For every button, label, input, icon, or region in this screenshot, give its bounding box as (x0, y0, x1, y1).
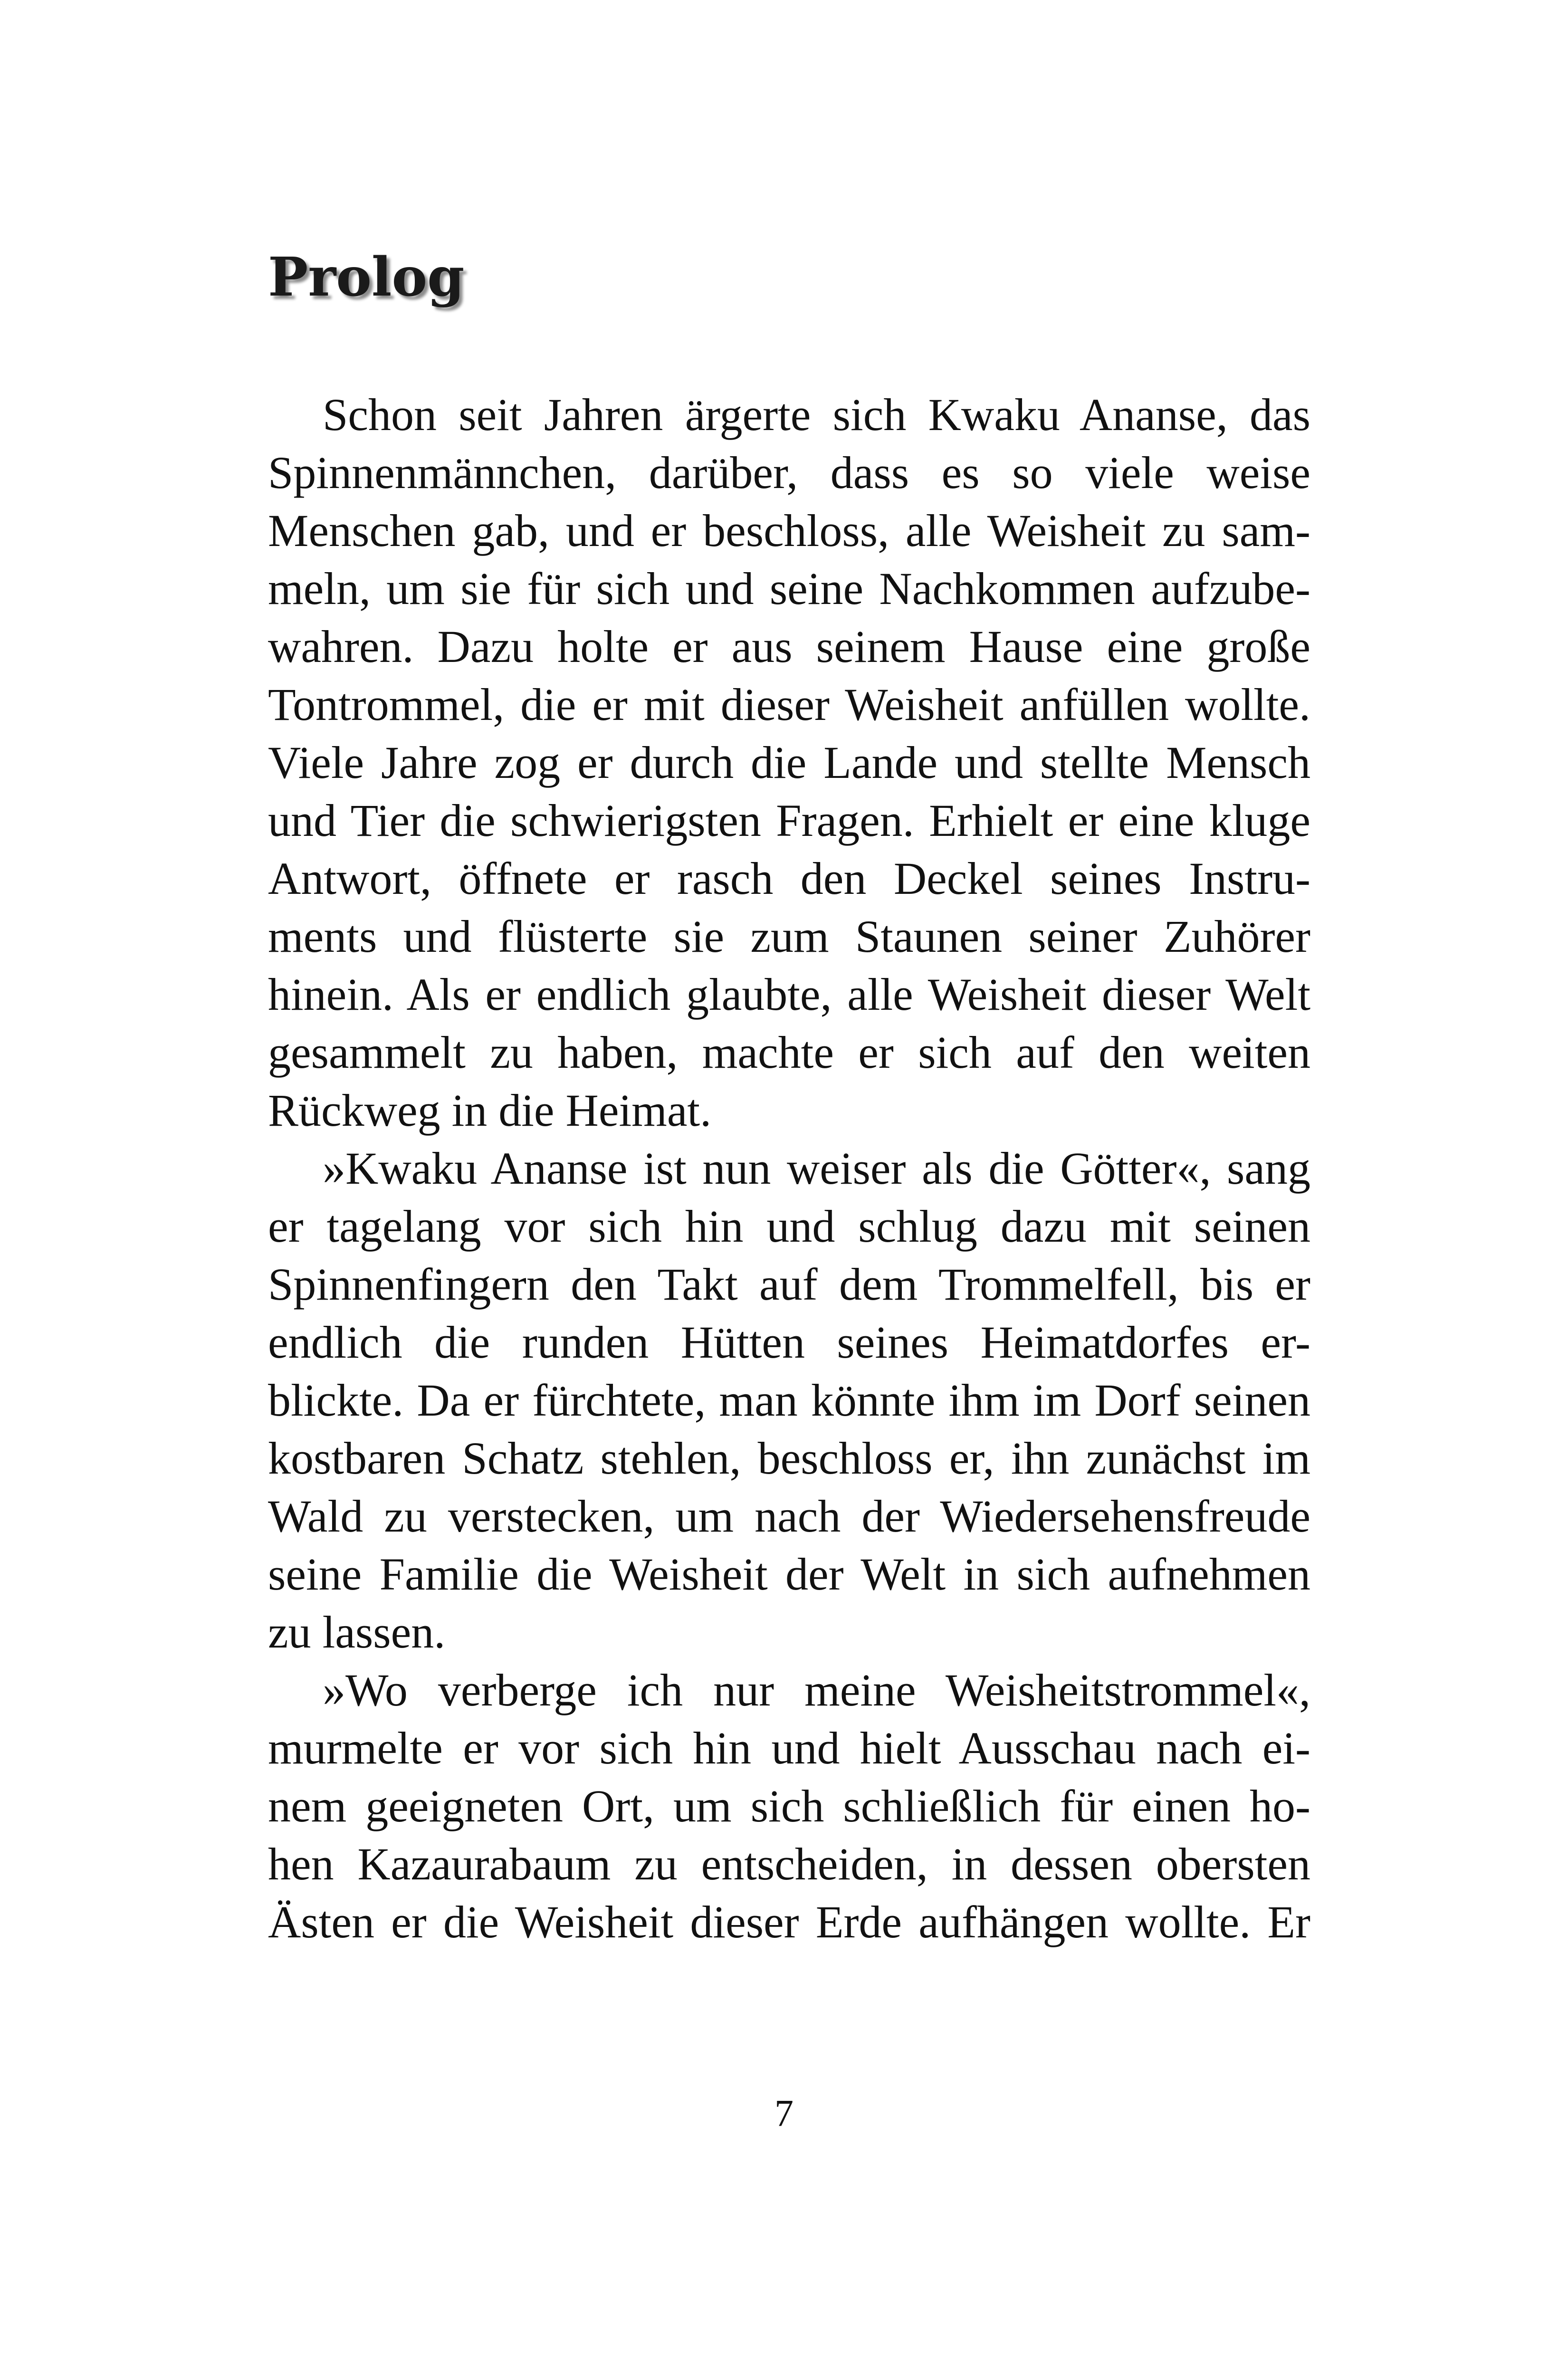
page-number: 7 (774, 2093, 794, 2135)
chapter-title: Prolog (268, 246, 465, 308)
text-line: zu lassen. (268, 1607, 446, 1657)
text-line: murmelte er vor sich hin und hielt Ausschau nach ei- (268, 1723, 1310, 1773)
text-line: hen Kazaurabaum zu entscheiden, in dessen obersten (268, 1839, 1310, 1889)
text-line: wahren. Dazu holte er aus seinem Hause eine große (268, 621, 1310, 672)
text-line: Schon seit Jahren ärgerte sich Kwaku Ananse, das (323, 389, 1310, 440)
text-line: »Kwaku Ananse ist nun weiser als die Götter«, sang (323, 1143, 1310, 1194)
text-line: und Tier die schwierigsten Fragen. Erhielt er eine kluge (268, 795, 1310, 846)
text-line: hinein. Als er endlich glaubte, alle Weisheit dieser Welt (268, 969, 1310, 1020)
text-line: Rückweg in die Heimat. (268, 1085, 712, 1136)
text-line: Menschen gab, und er beschloss, alle Weisheit zu sam- (268, 505, 1310, 556)
body-text (268, 386, 1310, 1951)
text-line: blickte. Da er fürchtete, man könnte ihm im Dorf seinen (268, 1375, 1310, 1426)
text-line: Wald zu verstecken, um nach der Wiedersehensfreude (268, 1491, 1310, 1542)
text-line: Antwort, öffnete er rasch den Deckel seines Instru- (268, 853, 1310, 904)
text-line: er tagelang vor sich hin und schlug dazu mit seinen (268, 1201, 1310, 1252)
text-line: kostbaren Schatz stehlen, beschloss er, ihn zunächst im (268, 1433, 1310, 1484)
text-line: Spinnenfingern den Takt auf dem Trommelfell, bis er (268, 1259, 1310, 1310)
text-line: Spinnenmännchen, darüber, dass es so viele weise (268, 447, 1310, 498)
text-line: gesammelt zu haben, machte er sich auf den weiten (268, 1027, 1310, 1078)
paragraph (268, 1140, 1310, 1661)
text-line: seine Familie die Weisheit der Welt in sich aufnehmen (268, 1549, 1310, 1600)
text-line: nem geeigneten Ort, um sich schließlich für einen ho- (268, 1781, 1310, 1831)
text-line: Tontrommel, die er mit dieser Weisheit anfüllen wollte. (268, 679, 1310, 730)
paragraph (268, 386, 1310, 1140)
text-line: endlich die runden Hütten seines Heimatdorfes er- (268, 1317, 1310, 1368)
text-line: »Wo verberge ich nur meine Weisheitstrommel«, (323, 1665, 1310, 1715)
text-line: Viele Jahre zog er durch die Lande und stellte Mensch (268, 737, 1310, 788)
text-line: Ästen er die Weisheit dieser Erde aufhängen wollte. Er (268, 1897, 1310, 1947)
text-line: meln, um sie für sich und seine Nachkommen aufzube- (268, 563, 1310, 614)
text-line: ments und flüsterte sie zum Staunen seiner Zuhörer (268, 911, 1310, 962)
paragraph (268, 1661, 1310, 1951)
